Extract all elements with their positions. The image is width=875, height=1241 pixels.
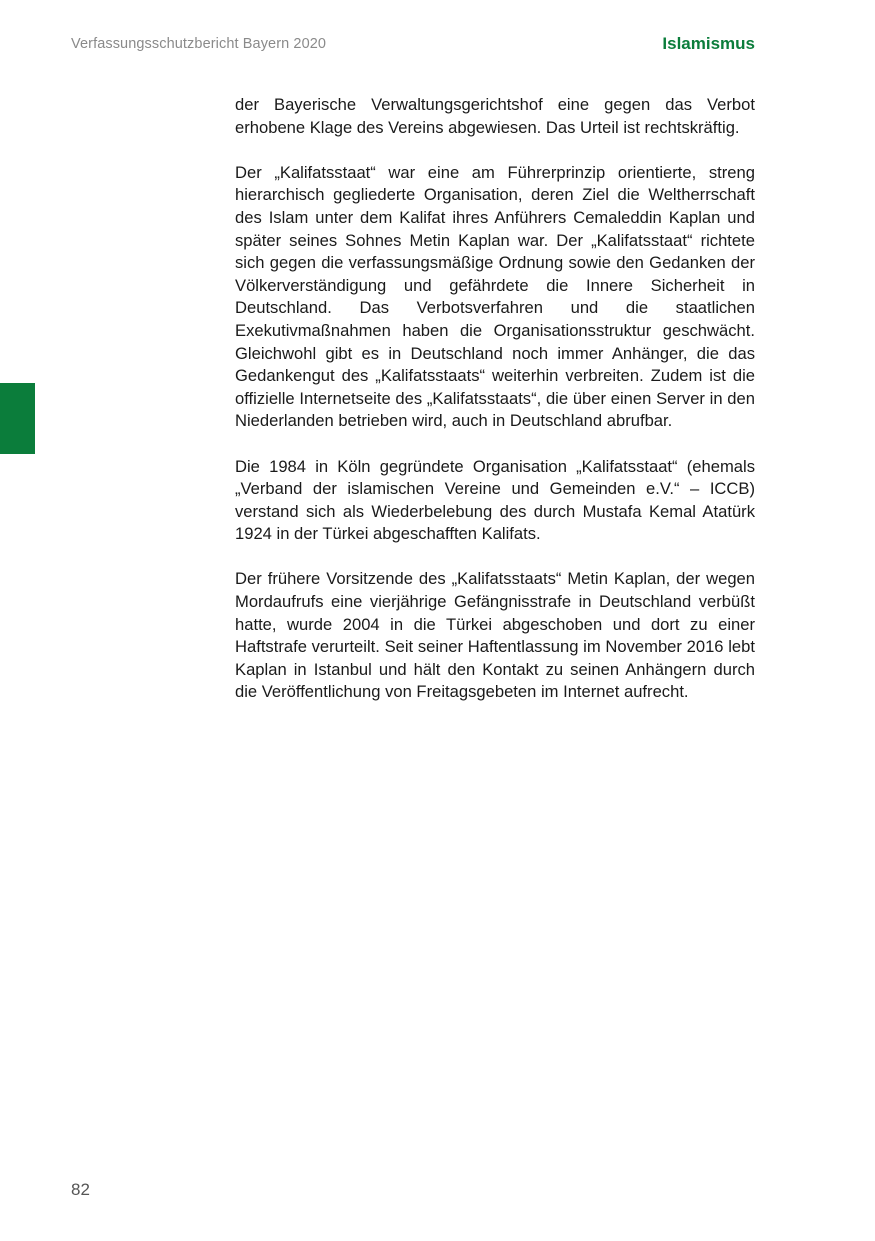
paragraph: Die 1984 in Köln gegründete Organisation „Kalifatsstaat“ (ehemals „Verband der islamischen Vereine und Gemeinden e.V.“ – ICCB) verstand sich als Wiederbelebung des durch Mustafa Kemal Atatürk 1924 in der Türkei abgeschafften Kalifats. xyxy=(235,456,755,544)
running-header-title: Verfassungsschutzbericht Bayern 2020 xyxy=(71,36,327,52)
section-title: Islamismus xyxy=(662,34,755,53)
body-text xyxy=(235,94,755,727)
paragraph: Der „Kalifatsstaat“ war eine am Führerprinzip orientierte, streng hierarchisch gegliederte Organisation, deren Ziel die Weltherrschaft des Islam unter dem Kalifat ihres Anführers Cemaleddin Kaplan und später seines Sohnes Metin Kaplan war. Der „Kalifatsstaat“ richtete sich gegen die verfassungsmäßige Ordnung sowie den Gedanken der Völkerverständigung und gefährdete die Innere Sicherheit in Deutschland. Das Verbotsverfahren und die staatlichen Exekutivmaßnahmen haben die Organisationsstruktur geschwächt. Gleichwohl gibt es in Deutschland noch immer Anhänger, die das Gedankengut des „Kalifatsstaats“ weiterhin verbreiten. Zudem ist die offizielle Internetseite des „Kalifatsstaats“, die über einen Server in den Niederlanden betrieben wird, auch in Deutschland abrufbar. xyxy=(235,162,755,431)
page-number: 82 xyxy=(71,1180,90,1199)
paragraph: der Bayerische Verwaltungsgerichtshof eine gegen das Verbot erhobene Klage des Vereins abgewiesen. Das Urteil ist rechtskräftig. xyxy=(235,95,755,137)
chapter-tab-marker xyxy=(0,383,35,454)
paragraph: Der frühere Vorsitzende des „Kalifatsstaats“ Metin Kaplan, der wegen Mordaufrufs eine vierjährige Gefängnisstrafe in Deutschland verbüßt hatte, wurde 2004 in die Türkei abgeschoben und dort zu einer Haftstrafe verurteilt. Seit seiner Haftentlassung im November 2016 lebt Kaplan in Istanbul und hält den Kontakt zu seinen Anhängern durch die Veröffentlichung von Freitagsgebeten im Internet aufrecht. xyxy=(235,569,755,702)
